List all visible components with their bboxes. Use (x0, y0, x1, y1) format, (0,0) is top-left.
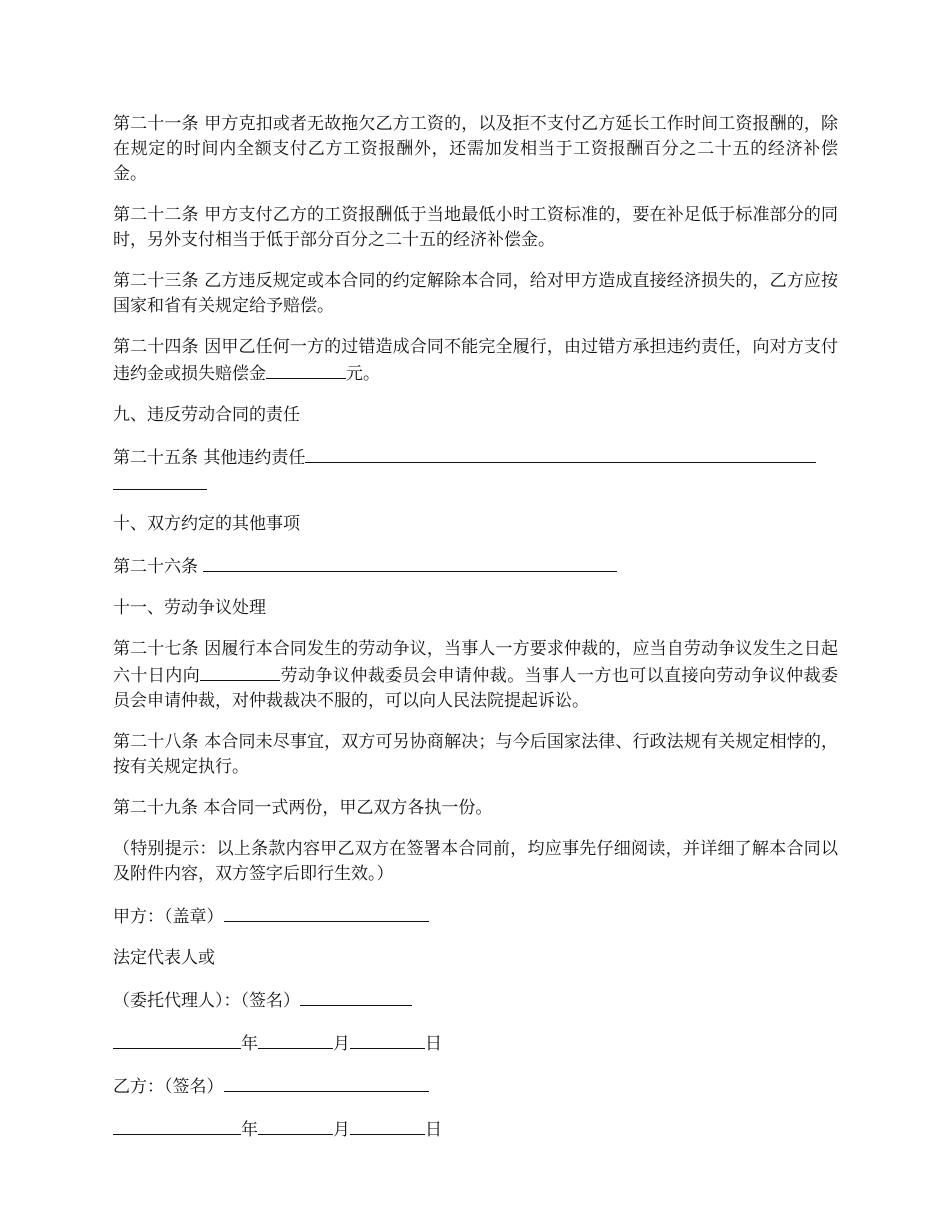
article-22: 第二十二条 甲方支付乙方的工资报酬低于当地最低小时工资标准的，要在补足低于标准部分的同时，另外支付相当于低于部分百分之二十五的经济补偿金。 (113, 205, 838, 250)
party-a-label: 甲方：（盖章） (113, 907, 224, 927)
legal-representative-label: 法定代表人或 (113, 948, 215, 968)
special-notice: （特别提示：以上条款内容甲乙双方在签署本合同前，均应事先仔细阅读，并详细了解本合同以及附件内容，双方签字后即行生效。） (113, 839, 838, 884)
contract-body (113, 112, 838, 1159)
month-blank (258, 1116, 333, 1135)
month-label: 月 (333, 1034, 350, 1054)
compensation-amount-blank (266, 360, 346, 379)
other-liability-blank-cont (113, 471, 207, 490)
day-label: 日 (425, 1034, 442, 1054)
article-21: 第二十一条 甲方克扣或者无故拖欠乙方工资的，以及拒不支付乙方延长工作时间工资报酬的，除在规定的时间内全额支付乙方工资报酬外，还需加发相当于工资报酬百分之二十五的经济补偿金。 (113, 114, 838, 184)
article-24-text: 第二十四条 因甲乙任何一方的过错造成合同不能完全履行，由过错方承担违约责任，向对方支付违约金或损失赔偿金 (113, 337, 838, 384)
article-29: 第二十九条 本合同一式两份，甲乙双方各执一份。 (113, 798, 493, 818)
other-matters-blank (203, 553, 617, 572)
section-9-heading: 九、违反劳动合同的责任 (113, 405, 300, 425)
day-blank (350, 1116, 425, 1135)
party-b-date (113, 1116, 838, 1143)
article-28: 第二十八条 本合同未尽事宜，双方可另协商解决；与今后国家法律、行政法规有关规定相悖的，按有关规定执行。 (113, 732, 838, 777)
arbitration-committee-blank (200, 662, 280, 681)
article-25-continuation (113, 471, 838, 496)
month-label: 月 (333, 1120, 350, 1140)
other-liability-blank (305, 444, 816, 463)
day-blank (350, 1030, 425, 1049)
year-label: 年 (241, 1034, 258, 1054)
party-b-line (113, 1073, 838, 1100)
day-label: 日 (425, 1120, 442, 1140)
year-label: 年 (241, 1120, 258, 1140)
month-blank (258, 1030, 333, 1049)
party-a-seal-blank (224, 903, 429, 922)
party-b-label: 乙方：（签名） (113, 1077, 224, 1097)
party-a-line (113, 903, 838, 930)
article-26-text: 第二十六条 (113, 557, 204, 577)
agent-label: （委托代理人）：（签名） (113, 991, 300, 1011)
party-a-date (113, 1030, 838, 1057)
year-blank (113, 1030, 241, 1049)
agent-signature-blank (300, 987, 412, 1006)
section-10-heading: 十、双方约定的其他事项 (113, 514, 300, 534)
agent-line (113, 987, 838, 1014)
article-26 (113, 553, 838, 580)
article-27-text-cont: 劳动争议仲裁委员会申请仲裁。当事人一方也可以直接向劳动争议仲裁委员会申请仲裁，对仲裁裁决不服的，可以向人民法院提起诉讼。 (113, 666, 839, 711)
article-25-text: 第二十五条 其他违约责任 (113, 448, 306, 468)
article-27 (113, 637, 838, 714)
article-27-text: 第二十七条 因履行本合同发生的劳动争议，当事人一方要求仲裁的，应当自劳动争议发生之日起六十日内向 (113, 639, 838, 686)
section-11-heading: 十一、劳动争议处理 (113, 598, 266, 618)
article-23: 第二十三条 乙方违反规定或本合同的约定解除本合同，给对甲方造成直接经济损失的，乙方应按国家和省有关规定给予赔偿。 (113, 271, 838, 316)
article-25 (113, 444, 838, 471)
year-blank (113, 1116, 241, 1135)
article-24-unit: 元。 (346, 364, 380, 384)
article-24 (113, 335, 838, 387)
party-b-signature-blank (224, 1073, 429, 1092)
